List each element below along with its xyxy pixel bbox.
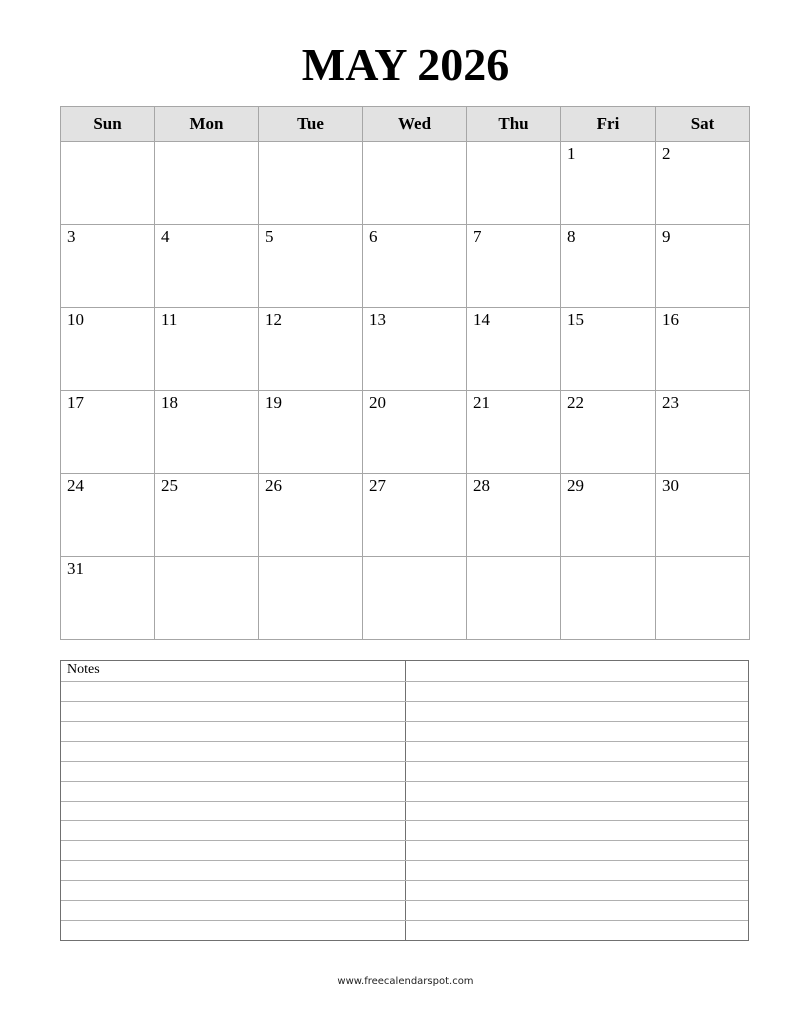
day-number: 26 [265,476,282,495]
notes-rule-line [61,681,748,682]
day-cell [155,142,259,225]
day-number [155,142,258,144]
day-cell [561,142,656,225]
notes-rule-line [61,880,748,881]
day-cell [561,225,656,308]
day-cell [259,225,363,308]
notes-rule-line [61,721,748,722]
day-number: 15 [567,310,584,329]
week-row [61,142,750,225]
day-number: 8 [567,227,576,246]
weekday-fri: Fri [561,107,656,142]
day-number: 25 [161,476,178,495]
day-cell [61,474,155,557]
day-number: 20 [369,393,386,412]
weekday-thu: Thu [467,107,561,142]
day-cell [561,308,656,391]
weekday-header-row [61,107,750,142]
day-cell [561,557,656,640]
day-cell [561,474,656,557]
day-cell [259,142,363,225]
day-number: 3 [67,227,76,246]
day-cell [61,142,155,225]
day-number: 23 [662,393,679,412]
day-cell [363,308,467,391]
day-cell [259,474,363,557]
notes-rule-line [61,781,748,782]
day-number: 19 [265,393,282,412]
day-number: 13 [369,310,386,329]
day-number: 24 [67,476,84,495]
notes-box [60,660,749,941]
day-number: 18 [161,393,178,412]
day-cell [363,557,467,640]
day-number: 16 [662,310,679,329]
day-number: 28 [473,476,490,495]
day-cell [61,391,155,474]
weekday-sun: Sun [61,107,155,142]
day-cell [61,225,155,308]
notes-rule-line [61,741,748,742]
notes-rule-line [61,820,748,821]
week-row [61,225,750,308]
day-cell [363,474,467,557]
day-cell [561,391,656,474]
notes-rule-line [61,860,748,861]
day-number: 4 [161,227,170,246]
day-number [467,142,560,144]
day-number [259,557,362,559]
notes-rule-line [61,801,748,802]
day-number: 11 [161,310,178,329]
day-cell [155,225,259,308]
day-cell [656,391,750,474]
notes-rule-line [61,840,748,841]
day-number: 22 [567,393,584,412]
day-cell [259,308,363,391]
day-cell [467,391,561,474]
day-number [363,557,466,559]
day-number [561,557,655,559]
weekday-mon: Mon [155,107,259,142]
day-number: 2 [662,144,671,163]
day-cell [259,557,363,640]
day-number [259,142,362,144]
day-number: 27 [369,476,386,495]
day-cell [656,142,750,225]
day-cell [155,474,259,557]
day-number: 12 [265,310,282,329]
day-number: 7 [473,227,482,246]
day-cell [467,474,561,557]
day-cell [467,308,561,391]
day-number: 17 [67,393,84,412]
day-cell [656,557,750,640]
footer-url: www.freecalendarspot.com [337,976,474,987]
day-number [61,142,154,144]
notes-rule-line [61,761,748,762]
day-number: 1 [567,144,576,163]
day-number: 14 [473,310,490,329]
day-number [656,557,749,559]
day-number: 29 [567,476,584,495]
day-number: 5 [265,227,274,246]
day-number: 6 [369,227,378,246]
week-row [61,308,750,391]
day-cell [467,557,561,640]
day-number [363,142,466,144]
day-number [467,557,560,559]
day-cell [155,557,259,640]
weekday-wed: Wed [363,107,467,142]
day-number: 9 [662,227,671,246]
notes-rule-line [61,920,748,921]
weekday-tue: Tue [259,107,363,142]
notes-label: Notes [67,662,100,677]
day-cell [259,391,363,474]
day-cell [363,225,467,308]
day-cell [61,557,155,640]
notes-rule-line [61,900,748,901]
day-number: 10 [67,310,84,329]
week-row [61,391,750,474]
day-number: 21 [473,393,490,412]
day-cell [155,391,259,474]
notes-rule-line [61,701,748,702]
day-cell [656,308,750,391]
day-number [155,557,258,559]
day-cell [363,142,467,225]
calendar-title: MAY 2026 [301,39,510,90]
week-row [61,474,750,557]
day-cell [656,474,750,557]
day-cell [61,308,155,391]
calendar-grid [60,106,750,640]
day-cell [363,391,467,474]
day-number: 30 [662,476,679,495]
week-row [61,557,750,640]
day-cell [467,142,561,225]
day-number: 31 [67,559,84,578]
day-cell [656,225,750,308]
weekday-sat: Sat [656,107,750,142]
day-cell [155,308,259,391]
day-cell [467,225,561,308]
